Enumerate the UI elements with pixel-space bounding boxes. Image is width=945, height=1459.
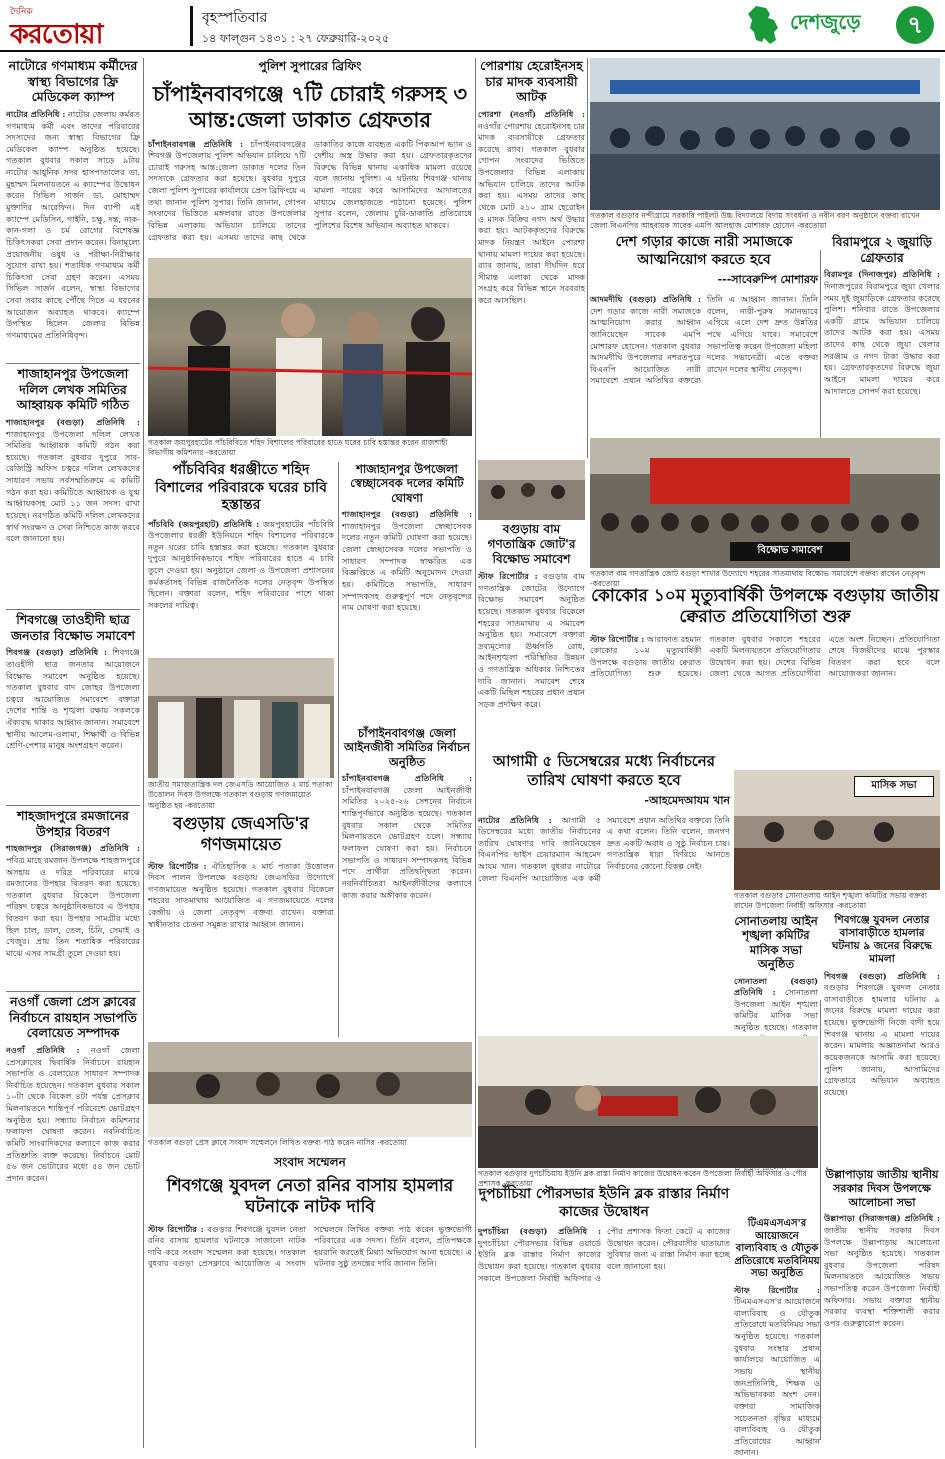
story-birampur-gamblers [824, 234, 940, 434]
logo-title: করতোয়া [10, 14, 102, 59]
panchbibi-key-handover-photo [148, 258, 472, 436]
press-conference-photo [148, 1042, 472, 1137]
story-body [342, 509, 472, 614]
photo-caption: গতকাল বগুড়ার সোনাতলায় আইন শৃঙ্খলা কমিটির সভায় বক্তব্য রাখেন উপজেলা নির্বাহী অফিসার -করতোয়া [734, 891, 940, 913]
story-text: জয়পুরহাটের পাঁচবিবি উপজেলার ধরঞ্জী ইউনিয়নে শহিদ বিশালের পরিবারকে নতুন ঘরের চাবি হস্তান্তর করা হয়েছে। গতকাল বুধবার দুপুরে আনুষ্ঠানিকভাবে শহিদ পরিবারের হাতে এ চাবি তুলে দেওয়া হয়। অনুষ্ঠানে জেলা ও উপজেলা প্রশাসনের কর্মকর্তাসহ বিভিন্ন রাজনৈতিক দলের নেতৃবৃন্দ উপস্থিত ছিলেন। বক্তারা বলেন, শহিদ পরিবারের পাশে থাকা সকলের দায়িত্ব। [148, 519, 334, 610]
column-rule [143, 58, 144, 1448]
column-rule [820, 1000, 821, 1440]
story-byline: শাজাহানপুর (বগুড়া) প্রতিনিধি : [6, 417, 140, 427]
story-byline: নাটোর প্রতিনিধি : [478, 815, 552, 825]
story-text: দিনাজপুরের বিরামপুরে জুয়া খেলার সময় দুই জুয়াড়িকে গ্রেফতার করেছে পুলিশ। শনিবার রাতে উপজেলার একটি গ্রামে অভিযান চালিয়ে তাদের আটক করা হয়। এসময় তাদের কাছ থেকে জুয়া খেলার সরঞ্জাম ও নগদ টাকা উদ্ধার করা হয়। গ্রেফতারকৃতদের বিরুদ্ধে জুয়া আইনে মামলা দায়ের করে আদালতে সোপর্দ করা হয়েছে। [824, 281, 940, 396]
column-rule [338, 462, 339, 1037]
lead-kicker: পুলিশ সুপারের ব্রিফিং [148, 58, 472, 78]
page-number: ৭ [896, 6, 934, 44]
story-text: নাটোর জেলায় কর্মরত গণমাধ্যম কর্মী এবং তাদের পরিবারের সদস্যদের জন্য স্বাস্থ্য বিভাগের ফ্রি মেডিকেল ক্যাম্প অনুষ্ঠিত হয়েছে। গতকাল বুধবার সকাল সাড়ে ৯টায় নাটোর আধুনিক সদর হাসপাতালের ডা. মুহাম্মদ মিলনায়তনে এ ক্যাম্পের উদ্বোধন করেন সিভিল সার্জন ডা. মোহাম্মদ মুক্তাদির আরেফিন। দিন ব্যাপী এই ক্যাম্পে মেডিসিন, গাইনি, চক্ষু, দন্ত, নাক-কান-গলা ও চর্ম রোগের বিশেষজ্ঞ চিকিৎসকরা সেবা প্রদান করেন। বিনামূল্যে প্রয়োজনীয় ওষুধ ও পরীক্ষা-নিরীক্ষার সুযোগ রাখা হয়। শতাধিক গণমাধ্যম কর্মী চিকিৎসা সেবা গ্রহণ করেন। এসময় সিভিল সার্জন বলেন, স্বাস্থ্য বিভাগের সেবা সবার কাছে পৌঁছে দিতে এ ধরনের আয়োজন অব্যাহত থাকবে। ক্যাম্পে উপস্থিত ছিলেন জেলার বিভিন্ন গণমাধ্যমের প্রতিনিধিবৃন্দ। [6, 109, 140, 340]
story-byline: শিবগঞ্জ (বগুড়া) প্রতিনিধি : [824, 971, 940, 981]
story-body [478, 1226, 730, 1284]
story-divider [6, 805, 140, 806]
story-text: ঐতিহাসিক ২ মার্চ পতাকা উত্তোলন দিবস পালন উপলক্ষে বগুড়ায় জেএসডির উদ্যোগে গণজমায়েত অনুষ্ঠিত হয়েছে। গতকাল বুধবার বিকেলে শহরের সাতমাথায় আয়োজিত এ গণজমায়েতে দলের কেন্দ্রীয় ও জেলা নেতৃবৃন্দ বক্তব্য রাখেন। বক্তারা স্বাধীনতার চেতনা সমুন্নত রাখার আহ্বান জানান। [148, 861, 334, 929]
story-kicker: সংবাদ সম্মেলন [148, 1154, 472, 1174]
story-body [6, 647, 140, 752]
story-headline: দেশ গড়ার কাজে নারী সমাজকে আত্মনিয়োগ করতে হবে [590, 234, 818, 269]
story-body [6, 417, 140, 545]
story-body [148, 519, 334, 612]
column-rule [587, 58, 588, 458]
story-headline: শিবগঞ্জে যুবদল নেতা রনির বাসায় হামলার ঘটনাকে নাটক দাবি [148, 1176, 472, 1219]
story-women-nation-building [590, 234, 818, 434]
photo-caption: গতকাল জয়পুরহাটের পাঁচবিবিতে শহিদ বিশালের পরিবারের হাতে ঘরের চাবি হস্তান্তর করেন রাজশাহী বিভাগীয় কমিশনার -করতোয়া [148, 438, 472, 460]
story-text: বগুড়ার শিবগঞ্জে যুবদল নেতার বাসাবাড়ীতে হামলার ঘটনায় ৯ জনের বিরুদ্ধে মামলা দায়ের করা হয়েছে। ভুক্তভোগী নিজে বাদী হয়ে শিবগঞ্জ থানায় এ মামলা দায়ের করেন। মামলায় অজ্ঞাতনামা আরও কয়েকজনকে আসামি করা হয়েছে। পুলিশ জানায়, আসামিদের গ্রেফতারে অভিযান অব্যাহত রয়েছে। [824, 982, 940, 1097]
story-shajahanpur-deed-writers [6, 366, 140, 606]
story-headline: টিএমএসএস'র আয়োজনে বাল্যবিবাহ ও যৌতুক প্রতিরোধে মতবিনিময় সভা অনুষ্ঠিত [734, 1218, 820, 1281]
story-headline: পাঁচবিবির ধরঞ্জীতে শহিদ বিশালের পরিবারকে ঘরের চাবি হস্তান্তর [148, 462, 334, 515]
story-text: জাতীয় স্থানীয় সরকার দিবস উপলক্ষে উল্লাপাড়ায় আলোচনা সভা অনুষ্ঠিত হয়েছে। গতকাল বুধবার উপজেলা পরিষদ মিলনায়তনে আয়োজিত সভায় সভাপতিত্ব করেন উপজেলা নির্বাহী অফিসার। সভায় বক্তারা স্থানীয় সরকার ব্যবস্থা শক্তিশালী করার ওপর গুরুত্বারোপ করেন। [824, 1225, 940, 1328]
story-body [478, 571, 585, 711]
story-headline: উল্লাপাড়ায় জাতীয় স্থানীয় সরকার দিবস উপলক্ষে আলোচনা সভা [824, 1168, 940, 1209]
story-byline: বিরামপুর (দিনাজপুর) প্রতিনিধি : [824, 269, 940, 279]
story-text: দুপচাঁচিয়া পৌরসভার বিভিন্ন ওয়ার্ডে ইউনি ব্লক রাস্তার নির্মাণ কাজের উদ্বোধন করা হয়েছে। গতকাল বুধবার সকালে উপজেলা নির্বাহী অফিসার ও পৌর প্রশাসক ফিতা কেটে এ কাজের উদ্বোধন করেন। পৌরবাসীর যাতায়াত সুবিধার জন্য এ রাস্তা নির্মাণ করা হচ্ছে বলে জানানো হয়। [478, 1226, 730, 1283]
story-headline: শিবগঞ্জে তাওহীদী ছাত্র জনতার বিক্ষোভ সমাবেশ [6, 612, 140, 643]
story-headline: শিবগঞ্জে যুবদল নেতার বাসাবাড়ীতে হামলার ঘটনায় ৯ জনের বিরুদ্ধে মামলা [824, 914, 940, 967]
story-body [478, 109, 585, 307]
photo-caption: গতকাল বাম গণতান্ত্রিক জোট বগুড়া শাখার উদ্যোগে শহরের সাতমাথায় বিক্ষোভ সমাবেশে বক্তব্য রাখেন নেতৃবৃন্দ -করতোয়া [590, 569, 940, 583]
story-body [148, 1224, 472, 1271]
bangladesh-map-icon [744, 4, 784, 46]
story-divider [6, 609, 140, 610]
story-byline: সোনাতলা (বগুড়া) প্রতিনিধি : [734, 976, 818, 998]
story-text: টিএমএসএস'র আয়োজনে বাল্যবিবাহ ও যৌতুক প্রতিরোধে মতবিনিময় সভা অনুষ্ঠিত হয়েছে। গতকাল বুধবার সংস্থার প্রধান কার্যালয়ে আয়োজিত এ সভায় স্থানীয় জনপ্রতিনিধি, শিক্ষক ও অভিভাবকরা অংশ নেন। বক্তারা সামাজিক সচেতনতা বৃদ্ধির মাধ্যমে বাল্যবিবাহ ও যৌতুক প্রতিরোধের আহ্বান জানান। [734, 1296, 820, 1457]
section-title: দেশজুড়ে [790, 8, 861, 41]
photo-caption: গতকাল বগুড়ার দুপচাঁচিয়ায় ইউনি ব্লক রাস্তা নির্মাণ কাজের উদ্বোধন করেন উপজেলা নির্বাহী অফিসার ও পৌর প্রশাসক -করতোয়া [478, 1169, 818, 1183]
masthead [0, 0, 945, 52]
story-natore-medical-camp [6, 58, 140, 360]
story-body [478, 815, 730, 885]
story-text: নওগাঁ জেলা প্রেসক্লাবের দ্বিবার্ষিক নির্বাচনে রায়হান সভাপতি ও বেলায়েত সাধারণ সম্পাদক নির্বাচিত হয়েছেন। গতকাল বুধবার সকাল ১০টা থেকে বিকেল ৪টা পর্যন্ত প্রেসক্লাব মিলনায়তনে শান্তিপূর্ণ পরিবেশে ভোটগ্রহণ অনুষ্ঠিত হয়। সন্ধ্যায় নির্বাচন কমিশনার ফলাফল ঘোষণা করেন। নবনির্বাচিত কমিটি সাংবাদিকদের কল্যাণে কাজ করার প্রতিশ্রুতি ব্যক্ত করেছে। নির্বাচনে মোট ৫৬ জন ভোটারের মধ্যে ৫৪ জন ভোট প্রদান করেন। [6, 1045, 140, 1183]
story-body [590, 634, 940, 681]
story-body [824, 269, 940, 397]
story-headline: কোকোর ১০ম মৃত্যুবার্ষিকী উপলক্ষে বগুড়ায় জাতীয় ক্বেরাত প্রতিযোগিতা শুরু [590, 586, 940, 629]
story-bogura-jsd [148, 814, 334, 1039]
story-dupchanchia-road [478, 1186, 730, 1446]
story-headline: নওগাঁ জেলা প্রেস ক্লাবের নির্বাচনে রায়হান সভাপতি বেলায়েত সম্পাদক [6, 994, 140, 1041]
story-byline: চাঁপাইনবাবগঞ্জ প্রতিনিধি : [148, 139, 243, 149]
story-byline: শিবগঞ্জ (বগুড়া) প্রতিনিধি : [6, 647, 107, 657]
issue-day: বৃহস্পতিবার [202, 6, 267, 30]
story-headline: বগুড়ায় বাম গণতান্ত্রিক জোট'র বিক্ষোভ সমাবেশ [478, 522, 585, 567]
photo-illustration [590, 58, 940, 210]
story-text: আগামী ৫ ডিসেম্বরের মধ্যে জাতীয় নির্বাচনের তারিখ ঘোষণার দাবি জানিয়েছেন বিএনপির ভাইস চেয়ারম্যান আহমেদ আযম খান। গতকাল বুধবার নাটোরে জেলা বিএনপি আয়োজিত এক কর্মী সমাবেশে প্রধান অতিথির বক্তব্যে তিনি এ কথা বলেন। তিনি বলেন, জনগণ দ্রুত একটি অবাধ ও সুষ্ঠু নির্বাচন চায়। গণতান্ত্রিক ধারা ফিরিয়ে আনতে নির্বাচনের কোনো বিকল্প নেই। [478, 815, 730, 883]
rally-banner-text: বিক্ষোভ সমাবেশ [730, 542, 850, 561]
story-body [824, 1213, 940, 1329]
story-headline: আগামী ৫ ডিসেম্বরের মধ্যে নির্বাচনের তারিখ ঘোষণা করতে হবে [478, 752, 730, 790]
story-author: -আহমেদআযম খান [478, 792, 730, 811]
story-headline: সোনাতলায় আইন শৃঙ্খলা কমিটির মাসিক সভা অনুষ্ঠিত [734, 914, 818, 972]
story-porsha-heroin [478, 58, 585, 456]
story-shibganj-rally [6, 612, 140, 802]
story-headline: শাহজাদপুরে রমজানের উপহার বিতরণ [6, 808, 140, 839]
story-byline: স্টাফ রিপোর্টার : [148, 861, 207, 871]
story-text: পবিত্র মাহে রমজান উপলক্ষে শাহজাদপুরে অসহায় ও দরিদ্র পরিবারের মাঝে রমজানের উপহার বিতরণ করা হয়েছে। গতকাল বুধবার বিকেলে উপজেলা পরিষদ চত্বরে আনুষ্ঠানিকভাবে এ উপহার বিতরণ করা হয়। উপহার সামগ্রীর মধ্যে ছিল চাল, ডাল, তেল, চিনি, সেমাই ও খেজুর। প্রায় তিন শতাধিক পরিবারের মাঝে এসব সামগ্রী তুলে দেওয়া হয়। [6, 855, 140, 958]
photo-illustration [478, 460, 585, 520]
story-byline: নাটোর প্রতিনিধি : [6, 109, 65, 119]
story-headline: নাটোরে গণমাধ্যম কর্মীদের স্বাস্থ্য বিভাগের ফ্রি মেডিকেল ক্যাম্প [6, 58, 140, 105]
story-byline: স্টাফ রিপোর্টার : [148, 1224, 204, 1234]
story-body [734, 1285, 820, 1459]
story-byline: দুপচাঁচিয়া (বগুড়া) প্রতিনিধি : [478, 1226, 601, 1236]
story-byline: শাহজাদপুর (সিরাজগঞ্জ) প্রতিনিধি : [6, 843, 140, 853]
story-body [590, 294, 818, 387]
lead-body [148, 139, 472, 244]
story-byline: চাঁপাইনবাবগঞ্জ প্রতিনিধি : [342, 773, 472, 783]
story-text: চাঁপাইনবাবগঞ্জ জেলা আইনজীবী সমিতির ২০২৫-২৬ সেশনের নির্বাচন শান্তিপূর্ণভাবে অনুষ্ঠিত হয়েছে। গতকাল বুধবার সকাল থেকে সমিতির মিলনায়তনে ভোটগ্রহণ চলে। সন্ধ্যায় ফলাফল ঘোষণা করা হয়। নির্বাচনে সভাপতি ও সাধারণ সম্পাদকসহ বিভিন্ন পদে প্রার্থীরা প্রতিদ্বন্দ্বিতা করেন। নবনির্বাচিতরা আইনজীবীদের কল্যাণে কাজ করার অঙ্গীকার করেন। [342, 785, 472, 900]
dupchanchia-inauguration-photo [478, 1036, 818, 1168]
story-body [148, 861, 334, 931]
story-divider [6, 363, 140, 364]
story-koko-quran-competition [590, 586, 940, 766]
story-bogura-left-alliance [478, 522, 585, 747]
story-headline: চাঁপাইনবাবগঞ্জ জেলা আইনজীবী সমিতির নির্বাচন অনুষ্ঠিত [342, 726, 472, 769]
story-body [824, 971, 940, 1099]
story-chapai-lawyers-election [342, 726, 472, 1038]
lead-headline: চাঁপাইনবাবগঞ্জে ৭টি চোরাই গরুসহ ৩ আন্ত:জেলা ডাকাত গ্রেফতার [148, 81, 472, 134]
story-text: শাজাহানপুর উপজেলা দলিল লেখক সমিতির আহ্বায়ক কমিটি গঠন করা হয়েছে। গতকাল বুধবার দুপুরে সাব-রেজিস্ট্রি অফিস চত্বরে দলিল লেখকদের সাধারণ সভায় সর্বসম্মতিক্রমে এ কমিটি গঠন করা হয়। কমিটিতে আহ্বায়ক ও যুগ্ম আহ্বায়কসহ মোট ১১ জন সদস্য রাখা হয়েছে। নবগঠিত কমিটি দলিল লেখকদের স্বার্থ সংরক্ষণ ও সেবা নিশ্চিতে কাজ করবে বলে জানানো হয়। [6, 429, 140, 544]
story-body [342, 773, 472, 901]
story-text: আরাফাত রহমান কোকোর ১০ম মৃত্যুবার্ষিকী উপলক্ষে বগুড়ায় জাতীয় ক্বেরাত প্রতিযোগিতা শুরু হয়েছে। গতকাল বুধবার সকালে শহরের একটি মিলনায়তনে প্রতিযোগিতার উদ্বোধন করা হয়। দেশের বিভিন্ন জেলা থেকে আগত প্রতিযোগীরা এতে অংশ নিচ্ছেন। প্রতিযোগিতা শেষে বিজয়ীদের মাঝে পুরস্কার বিতরণ করা হবে বলে আয়োজকরা জানান। [590, 634, 940, 679]
newspaper-logo [8, 4, 183, 48]
story-headline: দুপচাঁচিয়া পৌরসভার ইউনি ব্লক রাস্তার নির্মাণ কাজের উদ্বোধন [478, 1186, 730, 1221]
story-byline: উল্লাপাড়া (সিরাজগঞ্জ) প্রতিনিধি : [824, 1213, 940, 1223]
story-byline: শাজাহানপুর (বগুড়া) প্রতিনিধি : [342, 509, 472, 519]
story-headline: শাজাহানপুর উপজেলা স্বেচ্ছাসেবক দলের কমিটি ঘোষণা [342, 462, 472, 505]
bogura-rally-side-photo [478, 460, 585, 520]
story-headline: পোরশায় হেরোইনসহ চার মাদক ব্যবসায়ী আটক [478, 58, 585, 105]
photo-caption: গতকাল বগুড়ার নন্দীগ্রামে সরকারি পাইলট উচ্চ বিদ্যালয়ে বিদায় সংবর্ধনা ও নবীন বরণ অনুষ্ঠানে বক্তব্য রাখেন জেলা বিএনপির আহবায়ক সাবেক এমপি আলহাজ মোশারফ হোসেন -করতোয়া [590, 211, 940, 233]
story-tmss-child-marriage [734, 1218, 820, 1446]
story-text: দেশ গড়ার কাজে নারী সমাজকে আত্মনিয়োগ করার আহ্বান জানিয়েছেন সাবেক এমপি মোশারফ হোসেন। গতকাল বুধবার আদমদীঘি উপজেলার নশরতপুরে বিএনপি আয়োজিত নারী সমাবেশে প্রধান অতিথির বক্তব্যে তিনি এ আহ্বান জানান। তিনি বলেন, নারী-পুরুষ সমানভাবে এগিয়ে এলে দেশ দ্রুত উন্নতির পথে এগিয়ে যাবে। সমাবেশে সভাপতিত্ব করেন উপজেলা মহিলা দলের সভানেত্রী। এতে বক্তব্য রাখেন দলের স্থানীয় নেতৃবৃন্দ। [590, 294, 818, 385]
lead-story [148, 58, 472, 253]
story-headline: বিরামপুরে ২ জুয়াড়ি গ্রেফতার [824, 234, 940, 265]
story-text: শাজাহানপুর উপজেলা স্বেচ্ছাসেবক দলের নতুন কমিটি ঘোষণা করা হয়েছে। জেলা স্বেচ্ছাসেবক দলের সভাপতি ও সাধারণ সম্পাদক স্বাক্ষরিত এক বিজ্ঞপ্তিতে এ কমিটি অনুমোদন দেওয়া হয়। কমিটিতে সভাপতি, সাধারণ সম্পাদকসহ গুরুত্বপূর্ণ পদে নেতৃবৃন্দের নাম ঘোষণা করা হয়েছে। [342, 521, 472, 612]
photo-illustration [478, 1036, 818, 1168]
story-shibganj-press-conference [148, 1154, 472, 1446]
photo-illustration [148, 658, 334, 778]
story-author: ---সাবেরুম্পি মোশারফ [590, 271, 818, 290]
story-body [6, 843, 140, 959]
story-shibganj-case-filed [824, 914, 940, 1164]
story-shahjadpur-ramadan-gift [6, 808, 140, 988]
issue-date: ১৪ ফাল্গুন ১৪৩১ : ২৭ ফেব্রুয়ারি-২০২৫ [202, 30, 389, 49]
story-headline: শাজাহানপুর উপজেলা দলিল লেখক সমিতির আহ্বায়ক কমিটি গঠিত [6, 366, 140, 413]
story-byline: পাঁচবিবি (জয়পুরহাট) প্রতিনিধি : [148, 519, 259, 529]
column-rule [475, 58, 476, 1448]
jsd-rally-photo [148, 658, 334, 778]
logo-small-text: দৈনিক [10, 4, 33, 19]
story-byline: স্টাফ রিপোর্টার : [478, 571, 538, 581]
story-text: চাঁপাইনবাবগঞ্জের শিবগঞ্জ উপজেলায় পুলিশ অভিযান চালিয়ে ৭টি চোরাই গরুসহ আন্ত:জেলা ডাকাত দলের তিন সদস্যকে গ্রেফতার করা হয়েছে। বুধবার দুপুরে জেলা পুলিশ সুপারের কার্যালয়ে প্রেস ব্রিফিংয়ে এ তথ্য জানান পুলিশ সুপার। তিনি জানান, গোপন সংবাদের ভিত্তিতে মঙ্গলবার রাতে উপজেলার বিভিন্ন এলাকায় অভিযান চালিয়ে তাদের গ্রেফতার করা হয়। এসময় তাদের কাছ থেকে ডাকাতির কাজে ব্যবহৃত একটি পিকআপ ভ্যান ও দেশীয় অস্ত্র উদ্ধার করা হয়। গ্রেফতারকৃতদের বিরুদ্ধে বিভিন্ন থানায় একাধিক মামলা রয়েছে বলে জানায় পুলিশ। এ ঘটনায় শিবগঞ্জ থানায় মামলা দায়ের করে আসামিদের আদালতের মাধ্যমে জেলহাজতে পাঠানো হয়েছে। পুলিশ সুপার বলেন, জেলায় চুরি-ডাকাতি প্রতিরোধে পুলিশের বিশেষ অভিযান অব্যাহত থাকবে। [148, 139, 472, 242]
story-byline: নওগাঁ প্রতিনিধি : [6, 1045, 80, 1055]
photo-illustration [148, 258, 472, 436]
story-text: শিবগঞ্জে তাওহীদী ছাত্র জনতার আয়োজনে বিক্ষোভ সমাবেশ অনুষ্ঠিত হয়েছে। গতকাল বুধবার বাদ জোহর উপজেলা চত্বরে আয়োজিত সমাবেশে বক্তারা দেশের শান্তি ও শৃঙ্খলা রক্ষায় সকলকে ঐক্যবদ্ধ থাকার আহ্বান জানান। সমাবেশে স্থানীয় আলেম-ওলামা, শিক্ষার্থী ও বিভিন্ন শ্রেণি-পেশার মানুষ অংশগ্রহণ করেন। [6, 647, 140, 750]
meeting-banner-text: মাসিক সভা [854, 776, 934, 797]
sonatala-meeting-photo [734, 770, 940, 890]
photo-illustration [148, 1042, 472, 1137]
story-byline: পোরশা (নওগাঁ) প্রতিনিধি : [478, 109, 585, 119]
story-naogaon-press-club [6, 994, 140, 1446]
story-election-date-demand [478, 752, 730, 1032]
story-headline: বগুড়ায় জেএসডি'র গণজমায়েত [148, 814, 334, 857]
story-text: বগুড়ার শিবগঞ্জে যুবদল নেতা রনির বাসায় হামলার ঘটনাকে সাজানো নাটক দাবি করে সংবাদ সম্মেলন করা হয়েছে। গতকাল বুধবার বগুড়া প্রেসক্লাবে আয়োজিত এ সংবাদ সম্মেলনে লিখিত বক্তব্য পাঠ করেন ভুক্তভোগী পরিবারের এক সদস্য। তিনি বলেন, প্রতিপক্ষকে হয়রানি করতেই মিথ্যা অভিযোগ আনা হয়েছে। এ ঘটনার সুষ্ঠু তদন্তের দাবি জানান তিনি। [148, 1224, 472, 1269]
story-divider [6, 991, 140, 992]
story-byline: স্টাফ রিপোর্টার : [734, 1285, 820, 1295]
story-byline: স্টাফ রিপোর্টার : [590, 634, 644, 644]
story-body [6, 109, 140, 342]
story-body [6, 1045, 140, 1185]
nandigram-school-photo [590, 58, 940, 210]
story-text: নওগাঁর পোরশায় হেরোইনসহ চার মাদক ব্যবসায়ীকে গ্রেফতার করেছে র‍্যাব। গতকাল বুধবার গোপন সংবাদের ভিত্তিতে উপজেলার বিভিন্ন এলাকায় অভিযান চালিয়ে তাদের আটক করা হয়। এসময় তাদের কাছ থেকে মোট ২১০ গ্রাম হেরোইন ও মাদক বিক্রির নগদ অর্থ উদ্ধার করা হয়। আটককৃতদের বিরুদ্ধে মাদক নিয়ন্ত্রণ আইনে পোরশা থানায় মামলা দায়ের করা হয়েছে। র‍্যাব জানায়, তারা দীর্ঘদিন ধরে সীমান্ত এলাকা থেকে মাদক সংগ্রহ করে বিভিন্ন স্থানে সরবরাহ করে আসছিল। [478, 121, 585, 306]
column-rule [820, 250, 821, 450]
photo-caption: জাতীয় সমাজতান্ত্রিক দল জেএসডি আয়োজিত ২ মার্চ পতাকা উত্তোলন দিবস উপলক্ষে গতকাল বগুড়ায় গণজমায়েত অনুষ্ঠিত হয় -করতোয়া [148, 780, 334, 812]
story-shajahanpur-volunteer [342, 462, 472, 722]
story-ullapara-local-govt-day [824, 1168, 940, 1446]
story-panchbibi-key-handover [148, 462, 334, 652]
story-text: সোনাতলা উপজেলা আইন শৃঙ্খলা কমিটির মাসিক সভা অনুষ্ঠিত হয়েছে। গতকাল [734, 987, 818, 1172]
left-alliance-rally-photo [590, 438, 940, 568]
photo-caption: গতকাল বগুড়া প্রেস ক্লাবে সংবাদ সম্মেলনে লিখিত বক্তব্য পাঠ করেন নাসির -করতোয়া [148, 1138, 472, 1152]
masthead-divider [190, 6, 193, 46]
story-byline: আদমদীঘি (বগুড়া) প্রতিনিধি : [590, 294, 701, 304]
story-text: বগুড়ায় বাম গণতান্ত্রিক জোটের উদ্যোগে বিক্ষোভ সমাবেশ অনুষ্ঠিত হয়েছে। গতকাল বুধবার বিকেলে শহরের সাতমাথায় এ সমাবেশ অনুষ্ঠিত হয়। সমাবেশে বক্তারা দ্রব্যমূল্যের ঊর্ধ্বগতি রোধ, আইনশৃঙ্খলা পরিস্থিতির উন্নয়ন ও গণতান্ত্রিক অধিকার নিশ্চিতের দাবি জানান। সমাবেশ শেষে একটি মিছিল শহরের প্রধান প্রধান সড়ক প্রদক্ষিণ করে। [478, 571, 585, 709]
